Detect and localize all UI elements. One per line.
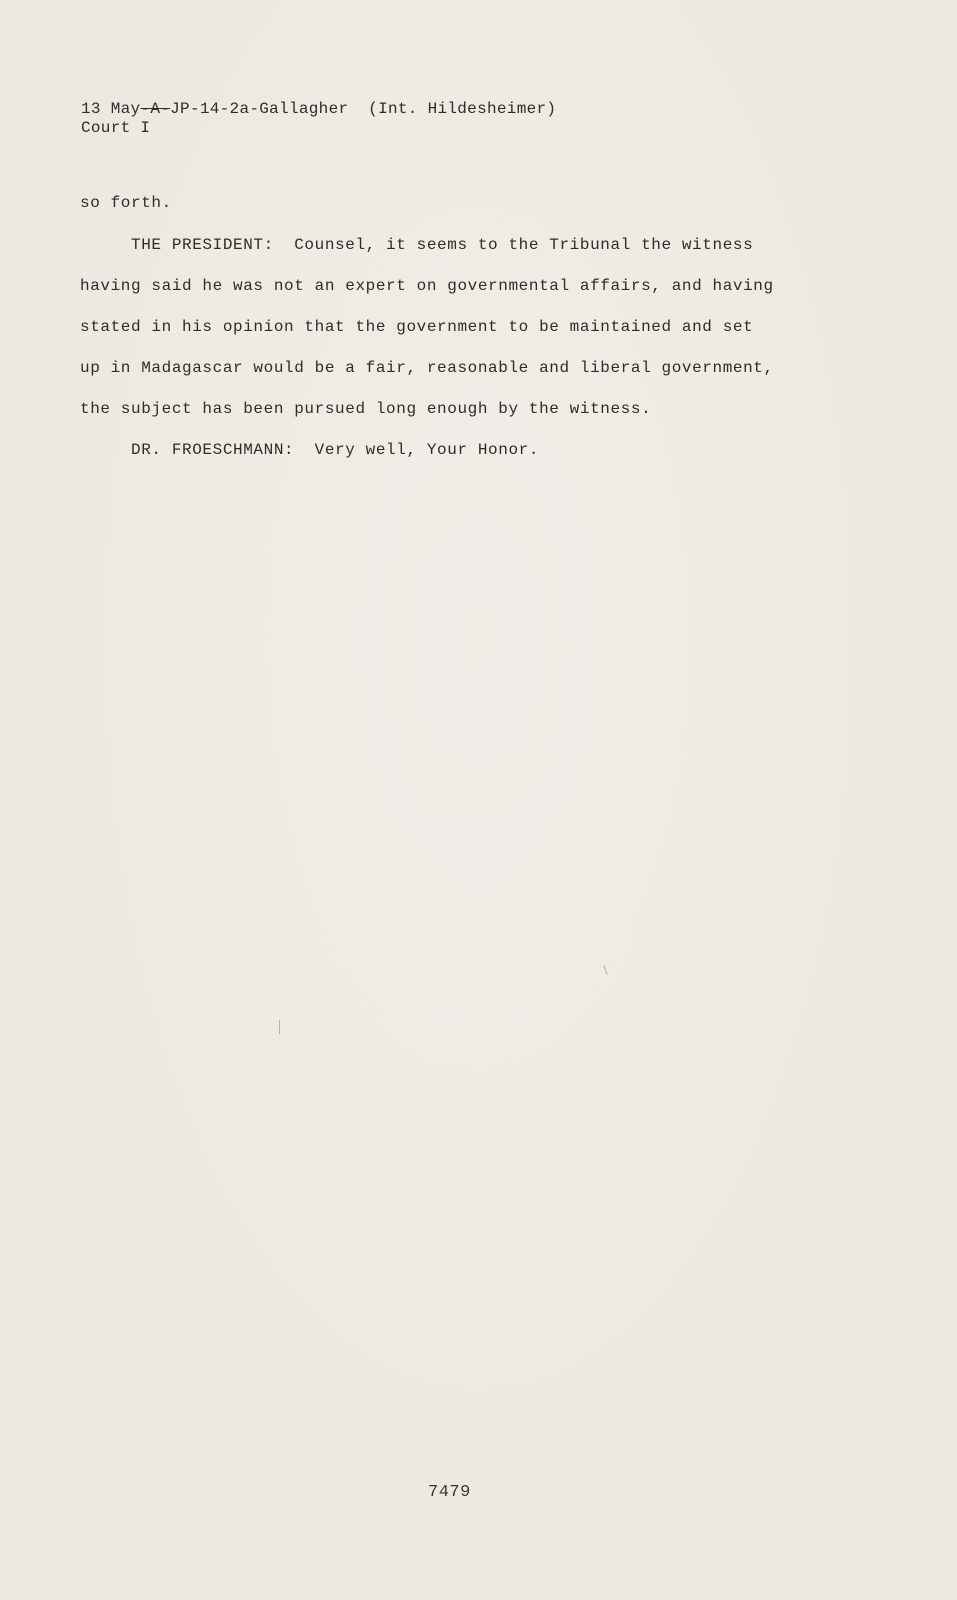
header-line-1 [81,100,556,119]
header-line-2: Court I [81,119,151,137]
text-line: so forth. [80,194,172,212]
text-line: having said he was not an expert on governmental affairs, and having [80,277,774,295]
header-reference: JP-14-2a-Gallagher (Int. Hildesheimer) [170,100,557,118]
page-number: 7479 [428,1483,471,1502]
paper-speck [603,965,607,975]
text-line: THE PRESIDENT: Counsel, it seems to the Tribunal the witness [80,236,754,254]
text-line: DR. FROESCHMANN: Very well, Your Honor. [80,441,540,459]
document-header [81,100,556,138]
text-line: stated in his opinion that the government to be maintained and set [80,318,754,336]
header-struck-text: -A- [140,100,171,118]
paper-speck [279,1020,280,1034]
text-line: up in Madagascar would be a fair, reasonable and liberal government, [80,359,774,377]
text-line: the subject has been pursued long enough by the witness. [80,400,652,418]
header-date: 13 May [81,100,141,118]
